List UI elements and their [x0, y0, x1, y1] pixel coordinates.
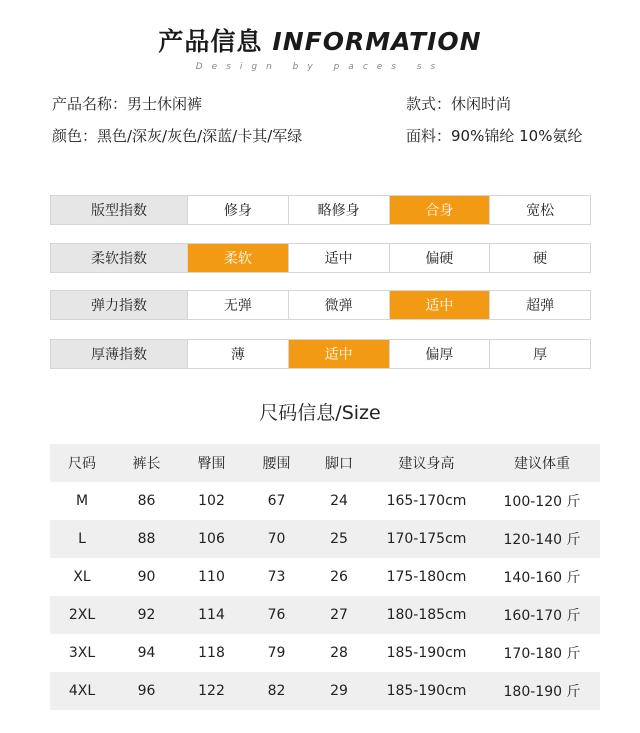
index-row-elasticity — [50, 290, 591, 320]
table-cell: 29 — [330, 683, 348, 699]
table-cell: 114 — [198, 607, 225, 623]
index-option: 偏硬 — [390, 244, 491, 272]
index-label: 柔软指数 — [51, 244, 188, 272]
table-cell: 180-185cm — [386, 607, 467, 623]
index-option: 厚 — [533, 347, 548, 363]
table-cell: M — [75, 493, 89, 509]
table-cell: 96 — [137, 683, 156, 699]
index-label: 弹力指数 — [51, 291, 188, 319]
table-header-row — [50, 444, 600, 482]
table-cell: 70 — [267, 531, 286, 547]
table-row — [50, 520, 600, 558]
table-cell: 67 — [267, 493, 286, 509]
table-cell: 118 — [198, 645, 225, 661]
table-cell: 88 — [137, 531, 156, 547]
table-header-cell: 建议体重 — [514, 456, 570, 472]
index-label: 版型指数 — [51, 196, 188, 224]
table-cell: 26 — [330, 569, 348, 585]
table-cell: L — [78, 531, 86, 547]
table-cell: 160-170 斤 — [503, 608, 581, 624]
table-cell: 2XL — [68, 607, 96, 623]
table-cell: 102 — [198, 493, 225, 509]
index-option: 无弹 — [188, 291, 289, 319]
index-option: 宽松 — [526, 203, 555, 219]
index-option-selected: 适中 — [289, 340, 390, 368]
index-option: 硬 — [533, 251, 548, 267]
table-row — [50, 672, 600, 710]
table-cell: 86 — [137, 493, 156, 509]
table-cell: 110 — [198, 569, 225, 585]
index-option-selected: 合身 — [390, 196, 491, 224]
table-cell: 106 — [198, 531, 225, 547]
size-section-title: 尺码信息/Size — [259, 402, 381, 424]
table-cell: 170-180 斤 — [503, 646, 581, 662]
product-color: 颜色：黑色/深灰/灰色/深蓝/卡其/军绿 — [52, 127, 303, 145]
table-row — [50, 596, 600, 634]
table-header-cell: 腰围 — [262, 456, 291, 472]
table-cell: 175-180cm — [386, 569, 467, 585]
table-cell: 25 — [330, 531, 348, 547]
table-cell: 185-190cm — [386, 683, 467, 699]
table-header-cell: 尺码 — [68, 456, 96, 472]
index-option: 适中 — [289, 244, 390, 272]
index-option: 修身 — [188, 196, 289, 224]
index-option: 略修身 — [289, 196, 390, 224]
table-cell: 24 — [330, 493, 348, 509]
table-cell: XL — [73, 569, 91, 585]
product-name: 产品名称：男士休闲裤 — [52, 95, 203, 113]
page-title — [0, 22, 640, 58]
table-cell: 82 — [267, 683, 286, 699]
index-label: 厚薄指数 — [51, 340, 188, 368]
size-table — [50, 444, 600, 710]
table-header-cell: 臀围 — [197, 456, 226, 472]
product-style: 款式：休闲时尚 — [406, 95, 512, 113]
index-row-thickness — [50, 339, 591, 369]
table-header-cell: 建议身高 — [398, 456, 455, 472]
table-cell: 180-190 斤 — [503, 684, 581, 700]
table-cell: 94 — [137, 645, 156, 661]
title-en: INFORMATION — [272, 27, 482, 56]
table-row — [50, 558, 600, 596]
table-cell: 73 — [267, 569, 286, 585]
table-cell: 185-190cm — [386, 645, 467, 661]
index-row-fit — [50, 195, 591, 225]
table-cell: 4XL — [68, 683, 96, 699]
index-row-softness — [50, 243, 591, 273]
table-cell: 90 — [137, 569, 156, 585]
page-subtitle: Design by paces ss — [195, 62, 445, 72]
index-option-selected: 柔软 — [188, 244, 289, 272]
info-header — [0, 22, 640, 72]
table-header-cell: 脚口 — [325, 456, 353, 472]
table-cell: 140-160 斤 — [503, 570, 581, 586]
title-cn: 产品信息 — [158, 27, 263, 56]
product-material: 面料：90%锦纶 10%氨纶 — [406, 127, 583, 145]
index-option-selected: 适中 — [390, 291, 491, 319]
table-cell: 122 — [198, 683, 225, 699]
table-cell: 28 — [330, 645, 348, 661]
table-cell: 170-175cm — [386, 531, 467, 547]
table-cell: 27 — [330, 607, 348, 623]
table-cell: 100-120 斤 — [503, 494, 581, 510]
table-cell: 92 — [137, 607, 156, 623]
index-option: 薄 — [188, 340, 289, 368]
table-cell: 3XL — [68, 645, 96, 661]
table-row — [50, 634, 600, 672]
table-header-cell: 裤长 — [132, 456, 161, 472]
table-cell: 165-170cm — [386, 493, 467, 509]
table-row — [50, 482, 600, 520]
table-cell: 120-140 斤 — [503, 532, 581, 548]
table-cell: 79 — [267, 645, 286, 661]
index-option: 超弹 — [526, 298, 555, 314]
index-option: 偏厚 — [390, 340, 491, 368]
index-option: 微弹 — [289, 291, 390, 319]
table-cell: 76 — [267, 607, 286, 623]
